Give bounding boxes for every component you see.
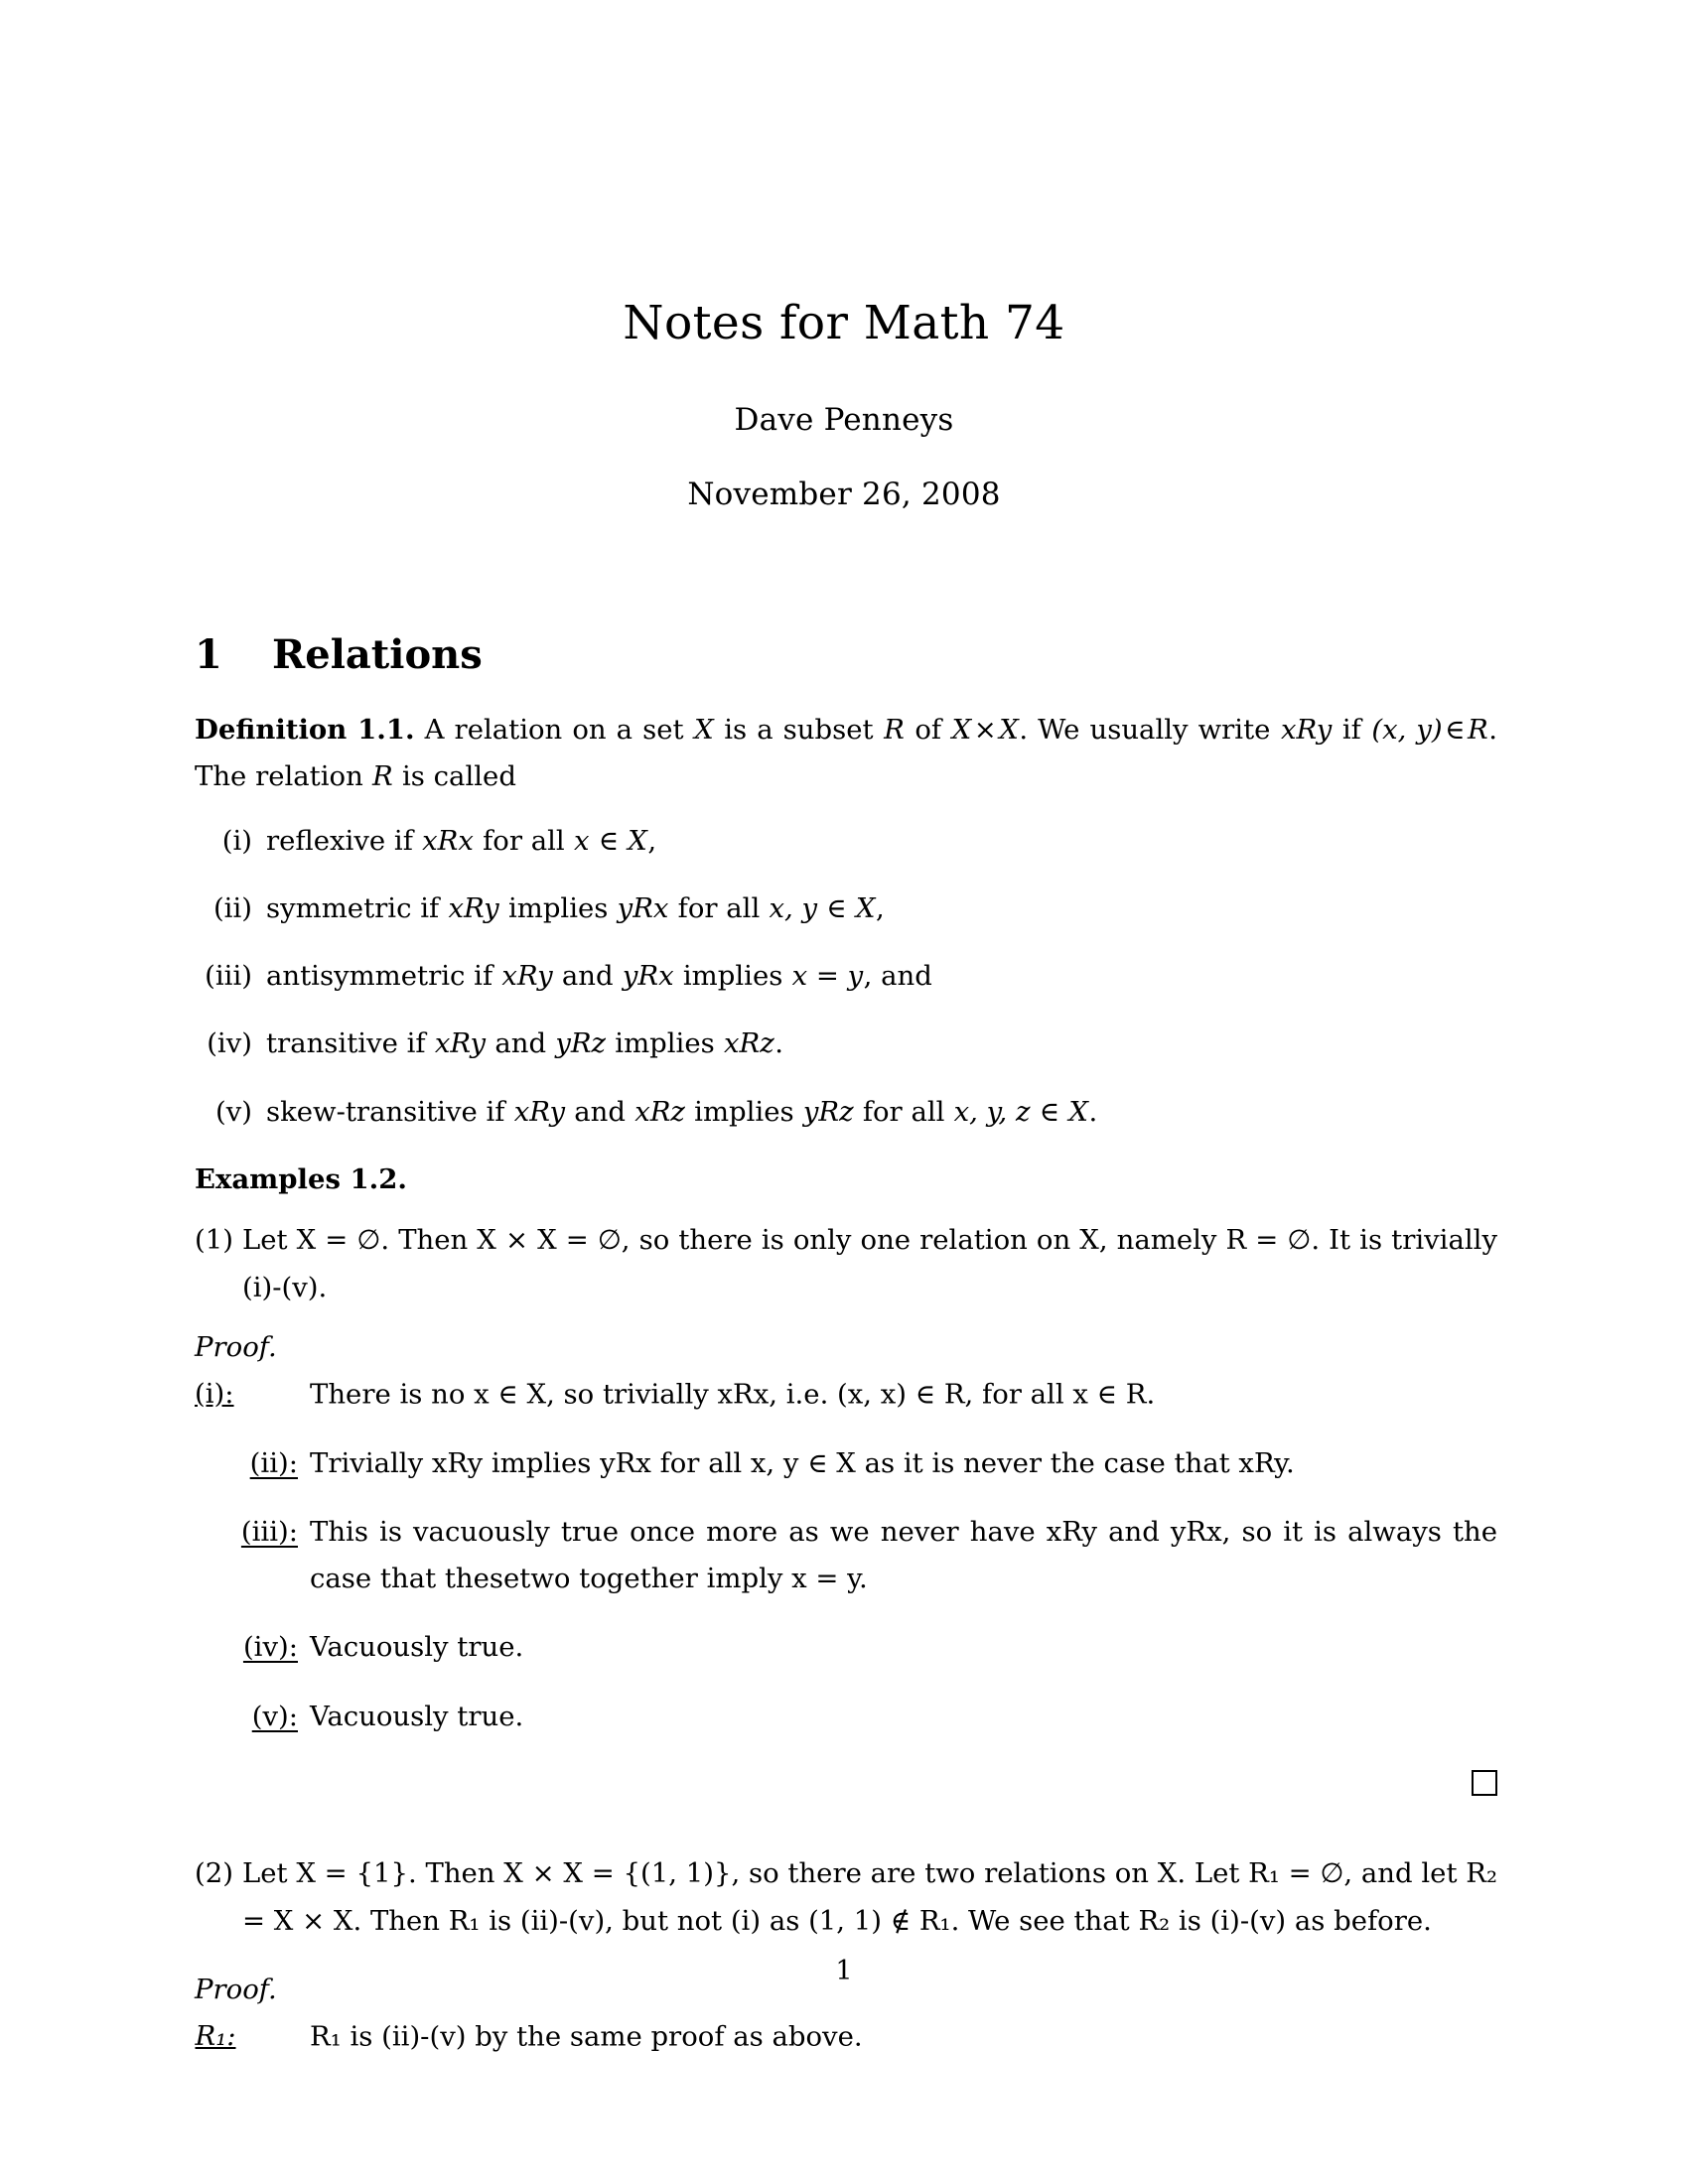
definition-text-4: . We usually write xyxy=(1019,714,1281,746)
proof-keyword: Proof. xyxy=(195,1973,277,2005)
property-text-c: ∈ xyxy=(589,824,628,857)
list-item xyxy=(195,886,1497,932)
page-title: Notes for Math 74 xyxy=(623,296,1065,350)
definition-text-6: . The relation xyxy=(195,714,1497,793)
document-author: Dave Penneys xyxy=(734,401,954,438)
list-marker: (ii) xyxy=(212,891,252,924)
property-text-b: and xyxy=(565,1095,634,1128)
list-item xyxy=(195,818,1497,865)
list-item xyxy=(195,1089,1497,1136)
proof-case-label: (ii): xyxy=(249,1446,298,1479)
math-pair-xy: (x, y) xyxy=(1371,714,1443,746)
proof-case-marker xyxy=(195,1440,298,1487)
property-text-b: implies xyxy=(499,891,618,924)
definition-text-3: of xyxy=(905,714,952,746)
math-xRy: xRy xyxy=(501,960,553,993)
math-xy: x, y xyxy=(769,891,818,924)
proof-row xyxy=(195,1324,1497,1419)
property-text-c: implies xyxy=(674,960,792,993)
property-text-e: ∈ xyxy=(1031,1095,1068,1128)
property-text-b: and xyxy=(486,1027,555,1060)
property-text-d: ∈ xyxy=(817,891,856,924)
proof-keyword: Proof. xyxy=(195,1330,277,1363)
math-x-equals-y: x = y xyxy=(791,960,864,993)
definition-text-7: is called xyxy=(393,760,516,793)
math-times-symbol: × xyxy=(973,714,997,746)
relation-properties-list xyxy=(195,818,1497,1136)
section-title: Relations xyxy=(272,631,483,678)
property-text-d: . xyxy=(774,1027,783,1060)
proof-case-label: (iii): xyxy=(240,1515,298,1548)
proof-case-text: Vacuously true. xyxy=(310,1700,524,1732)
math-yRz: yRz xyxy=(802,1095,854,1128)
math-X-3: X xyxy=(999,714,1019,746)
math-yRx: yRx xyxy=(622,960,674,993)
list-item xyxy=(195,1850,1497,1945)
definition-text-1: A relation on a set xyxy=(414,714,694,746)
property-text-c: implies xyxy=(606,1027,724,1060)
property-text-e: , xyxy=(875,891,885,924)
qed-row xyxy=(195,1764,1497,1811)
property-text-d: for all xyxy=(854,1095,954,1128)
examples-list-2 xyxy=(195,1850,1497,1945)
math-xRy: xRy xyxy=(448,891,499,924)
math-R-3: R xyxy=(372,760,393,793)
math-yRz: yRz xyxy=(555,1027,607,1060)
page-number: 1 xyxy=(835,1956,853,1986)
proof-block-1 xyxy=(195,1324,1497,1811)
math-R-1: R xyxy=(884,714,905,746)
title-block xyxy=(0,298,1688,512)
example-text: Let X = {1}. Then X × X = {(1, 1)}, so there are two relations on X. Let R₁ = ∅, and let R₂ = X × X. Then R₁ is (ii)-(v), but not (i) as (1, 1) ∉ R₁. We see that R₂ is (i)-(v) as before. xyxy=(242,1857,1497,1937)
list-marker: (iv) xyxy=(207,1027,252,1060)
definition-text-5: if xyxy=(1332,714,1371,746)
list-marker: (iii) xyxy=(205,960,252,993)
document-body xyxy=(195,631,1497,2083)
proof-case-marker xyxy=(195,1509,298,1556)
proof-case-text: R₁ is (ii)-(v) by the same proof as above. xyxy=(310,2020,863,2053)
property-text-c: for all xyxy=(668,891,770,924)
definition-text-2: is a subset xyxy=(714,714,884,746)
math-x: x xyxy=(573,824,590,857)
proof-row xyxy=(195,1509,1497,1603)
proof-row xyxy=(195,1624,1497,1671)
math-xRz: xRz xyxy=(723,1027,774,1060)
qed-box-icon xyxy=(1472,1770,1497,1796)
examples-label: Examples 1.2. xyxy=(195,1163,407,1196)
property-text-c: implies xyxy=(685,1095,803,1128)
property-text-a: reflexive if xyxy=(266,824,422,857)
proof-row xyxy=(195,1694,1497,1740)
list-marker: (v) xyxy=(215,1095,252,1128)
proof-case-text: There is no x ∈ X, so trivially xRx, i.e. (x, x) ∈ R, for all x ∈ R. xyxy=(310,1378,1156,1411)
proof-case-text: This is vacuously true once more as we never have xRy and yRx, so it is always the case that thesetwo together imply x = y. xyxy=(310,1515,1497,1595)
list-item xyxy=(195,953,1497,1000)
math-R-2: R xyxy=(1468,714,1488,746)
proof-case-label: R₁: xyxy=(195,2020,236,2053)
document-date: November 26, 2008 xyxy=(687,476,1001,512)
math-X: X xyxy=(855,891,876,924)
proof-row xyxy=(195,1440,1497,1487)
proof-case-label: (i): xyxy=(195,1378,234,1411)
property-text-b: for all xyxy=(474,824,574,857)
math-xRy: xRy xyxy=(434,1027,487,1060)
math-xRy-1: xRy xyxy=(1280,714,1333,746)
examples-list xyxy=(195,1217,1497,1311)
example-marker: (2) xyxy=(195,1857,233,1890)
math-yRx: yRx xyxy=(617,891,669,924)
vertical-spacer xyxy=(195,1815,1497,1844)
property-text-d: , xyxy=(647,824,657,857)
math-X-1: X xyxy=(694,714,714,746)
math-xyz: x, y, z xyxy=(953,1095,1031,1128)
math-X: X xyxy=(628,824,647,857)
property-text-a: symmetric if xyxy=(266,891,448,924)
proof-case-text: Vacuously true. xyxy=(310,1631,524,1664)
proof-case-text: Trivially xRy implies yRx for all x, y ∈ X as it is never the case that xRy. xyxy=(310,1446,1295,1479)
property-text-a: transitive if xyxy=(266,1027,435,1060)
definition-label: Definition 1.1. xyxy=(195,714,415,746)
property-text-b: and xyxy=(553,960,623,993)
property-text-a: antisymmetric if xyxy=(266,960,501,993)
example-text: Let X = ∅. Then X × X = ∅, so there is only one relation on X, namely R = ∅. It is trivially (i)-(v). xyxy=(242,1224,1497,1303)
proof-case-label: (v): xyxy=(251,1700,298,1732)
proof-case-marker xyxy=(195,1694,298,1740)
math-X: X xyxy=(1068,1095,1088,1128)
proof-case-marker xyxy=(195,1624,298,1671)
proof-case-label: (iv): xyxy=(242,1631,298,1664)
math-X-2: X xyxy=(951,714,972,746)
definition-paragraph xyxy=(195,707,1497,801)
example-marker: (1) xyxy=(195,1224,233,1257)
math-xRz: xRz xyxy=(634,1095,685,1128)
math-xRx: xRx xyxy=(422,824,474,857)
property-text-f: . xyxy=(1088,1095,1098,1128)
math-xRy: xRy xyxy=(513,1095,565,1128)
math-element-of-symbol: ∈ xyxy=(1445,714,1466,746)
list-marker: (i) xyxy=(221,824,252,857)
section-number: 1 xyxy=(195,631,222,678)
property-text-a: skew-transitive if xyxy=(266,1095,514,1128)
list-item xyxy=(195,1021,1497,1067)
list-item xyxy=(195,1217,1497,1311)
proof-leadin xyxy=(195,1324,310,1419)
section-heading xyxy=(195,631,1497,679)
property-text-d: , and xyxy=(863,960,932,993)
